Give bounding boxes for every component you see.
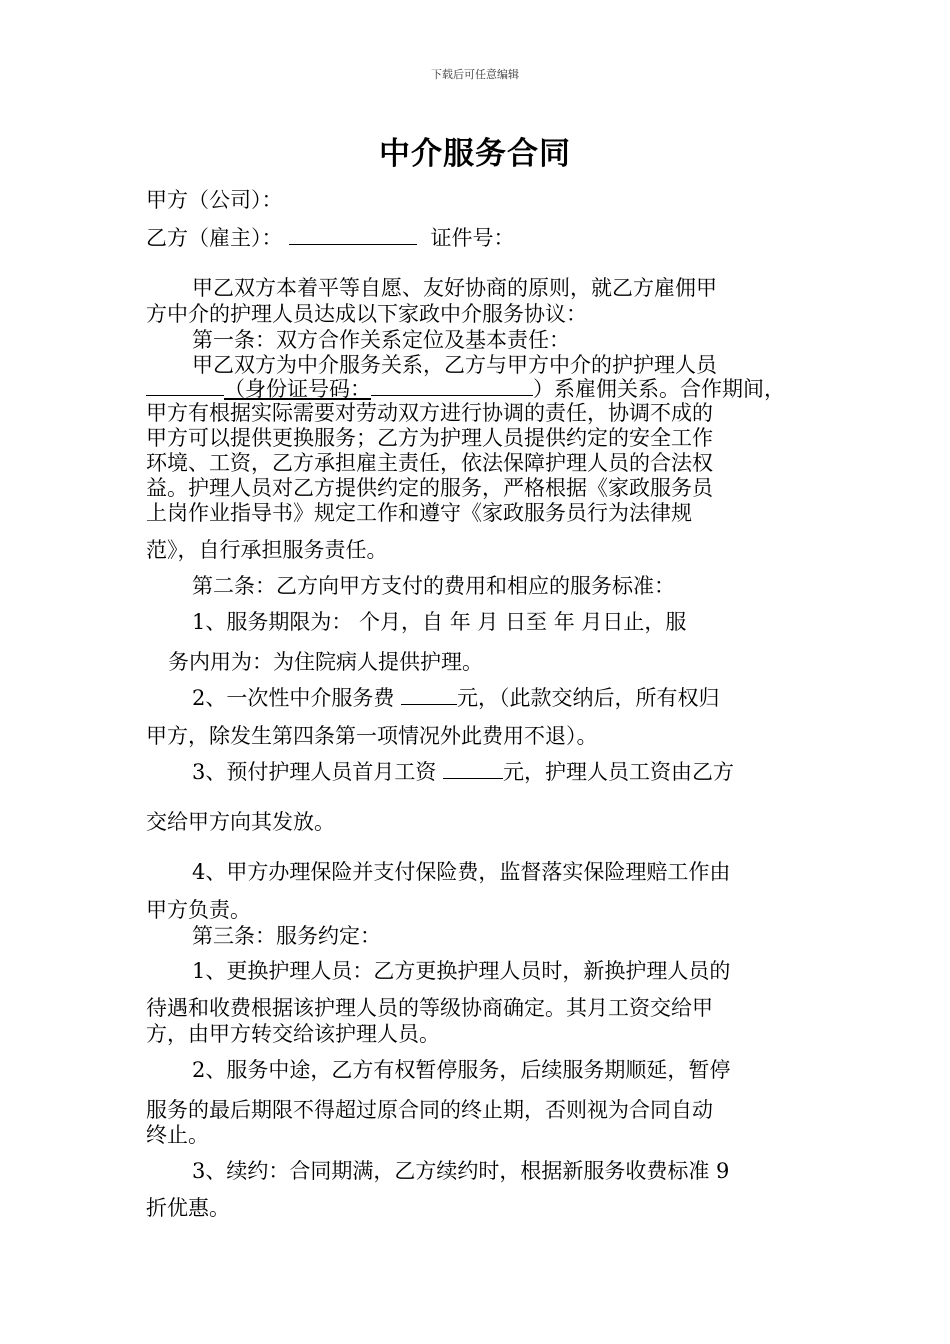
name-blank[interactable] bbox=[146, 375, 224, 396]
article-3-item-2-cont: 服务的最后期限不得超过原合同的终止期，否则视为合同自动 bbox=[146, 1098, 713, 1122]
article-3-item-3-cont: 折优惠。 bbox=[146, 1196, 230, 1220]
salary-note: 元，护理人员工资由乙方 bbox=[503, 760, 735, 784]
fee-label: 2、一次性中介服务费 bbox=[192, 686, 402, 710]
intro-line-1: 甲乙双方本着平等自愿、友好协商的原则，就乙方雇佣甲 bbox=[192, 276, 717, 300]
article-3-item-3: 3、续约：合同期满，乙方续约时，根据新服务收费标准 9 bbox=[192, 1159, 730, 1183]
id-label: 证件号： bbox=[430, 226, 515, 250]
fee-blank[interactable] bbox=[401, 684, 457, 705]
article-1-line: 甲方可以提供更换服务；乙方为护理人员提供约定的安全工作 bbox=[146, 426, 713, 450]
id-number-label: （身份证号码： bbox=[224, 377, 371, 401]
article-3-item-1-cont: 待遇和收费根据该护理人员的等级协商确定。其月工资交给甲 bbox=[146, 996, 713, 1020]
party-a-line bbox=[146, 186, 283, 214]
party-a-label: 甲方（公司）： bbox=[146, 188, 283, 212]
article-2-item-3 bbox=[192, 758, 734, 786]
article-1-line: 范》，自行承担服务责任。 bbox=[146, 538, 388, 562]
article-2-item-3-cont: 交给甲方向其发放。 bbox=[146, 810, 335, 834]
salary-blank[interactable] bbox=[443, 758, 503, 779]
document-title: 中介服务合同 bbox=[379, 136, 571, 172]
article-1-line: 环境、工资，乙方承担雇主责任，依法保障护理人员的合法权 bbox=[146, 451, 713, 475]
article-3-item-1: 1、更换护理人员：乙方更换护理人员时，新换护理人员的 bbox=[192, 959, 731, 983]
party-b-blank[interactable] bbox=[289, 224, 417, 245]
article-3-item-2: 2、服务中途，乙方有权暂停服务，后续服务期顺延，暂停 bbox=[192, 1058, 731, 1082]
article-1-relation-text: ）系雇佣关系。合作期间， bbox=[533, 377, 785, 401]
article-1-line: 甲乙双方为中介服务关系，乙方与甲方中介的护护理人员 bbox=[192, 353, 717, 377]
article-3-item-2-cont: 终止。 bbox=[146, 1123, 209, 1147]
fee-note: 元，（此款交纳后，所有权归 bbox=[457, 686, 720, 710]
article-3-title: 第三条：服务约定： bbox=[192, 924, 381, 948]
article-2-item-2 bbox=[192, 684, 720, 712]
article-2-item-2-cont: 甲方，除发生第四条第一项情况外此费用不退）。 bbox=[146, 724, 598, 748]
article-2-item-4-cont: 甲方负责。 bbox=[146, 898, 251, 922]
article-1-line: 上岗作业指导书》规定工作和遵守《家政服务员行为法律规 bbox=[146, 501, 692, 525]
page-header: 下载后可任意编辑 bbox=[431, 68, 519, 81]
intro-line-2: 方中介的护理人员达成以下家政中介服务协议： bbox=[146, 302, 587, 326]
article-1-line: 甲方有根据实际需要对劳动双方进行协调的责任，协调不成的 bbox=[146, 401, 713, 425]
id-number-blank[interactable] bbox=[371, 375, 533, 396]
article-2-item-4: 4、甲方办理保险并支付保险费，监督落实保险理赔工作由 bbox=[192, 860, 731, 884]
article-2-item-1-cont: 务内用为：为住院病人提供护理。 bbox=[168, 650, 483, 674]
article-1-title: 第一条：双方合作关系定位及基本责任： bbox=[192, 328, 570, 352]
article-2-item-1: 1、服务期限为： 个月，自 年 月 日至 年 月日止，服 bbox=[192, 610, 687, 634]
article-2-title: 第二条：乙方向甲方支付的费用和相应的服务标准： bbox=[192, 574, 675, 598]
salary-label: 3、预付护理人员首月工资 bbox=[192, 760, 444, 784]
party-b-label: 乙方（雇主）： bbox=[146, 226, 283, 250]
party-b-line bbox=[146, 224, 515, 252]
article-1-line: 益。护理人员对乙方提供约定的服务，严格根据《家政服务员 bbox=[146, 476, 713, 500]
article-3-item-1-cont: 方，由甲方转交给该护理人员。 bbox=[146, 1022, 440, 1046]
